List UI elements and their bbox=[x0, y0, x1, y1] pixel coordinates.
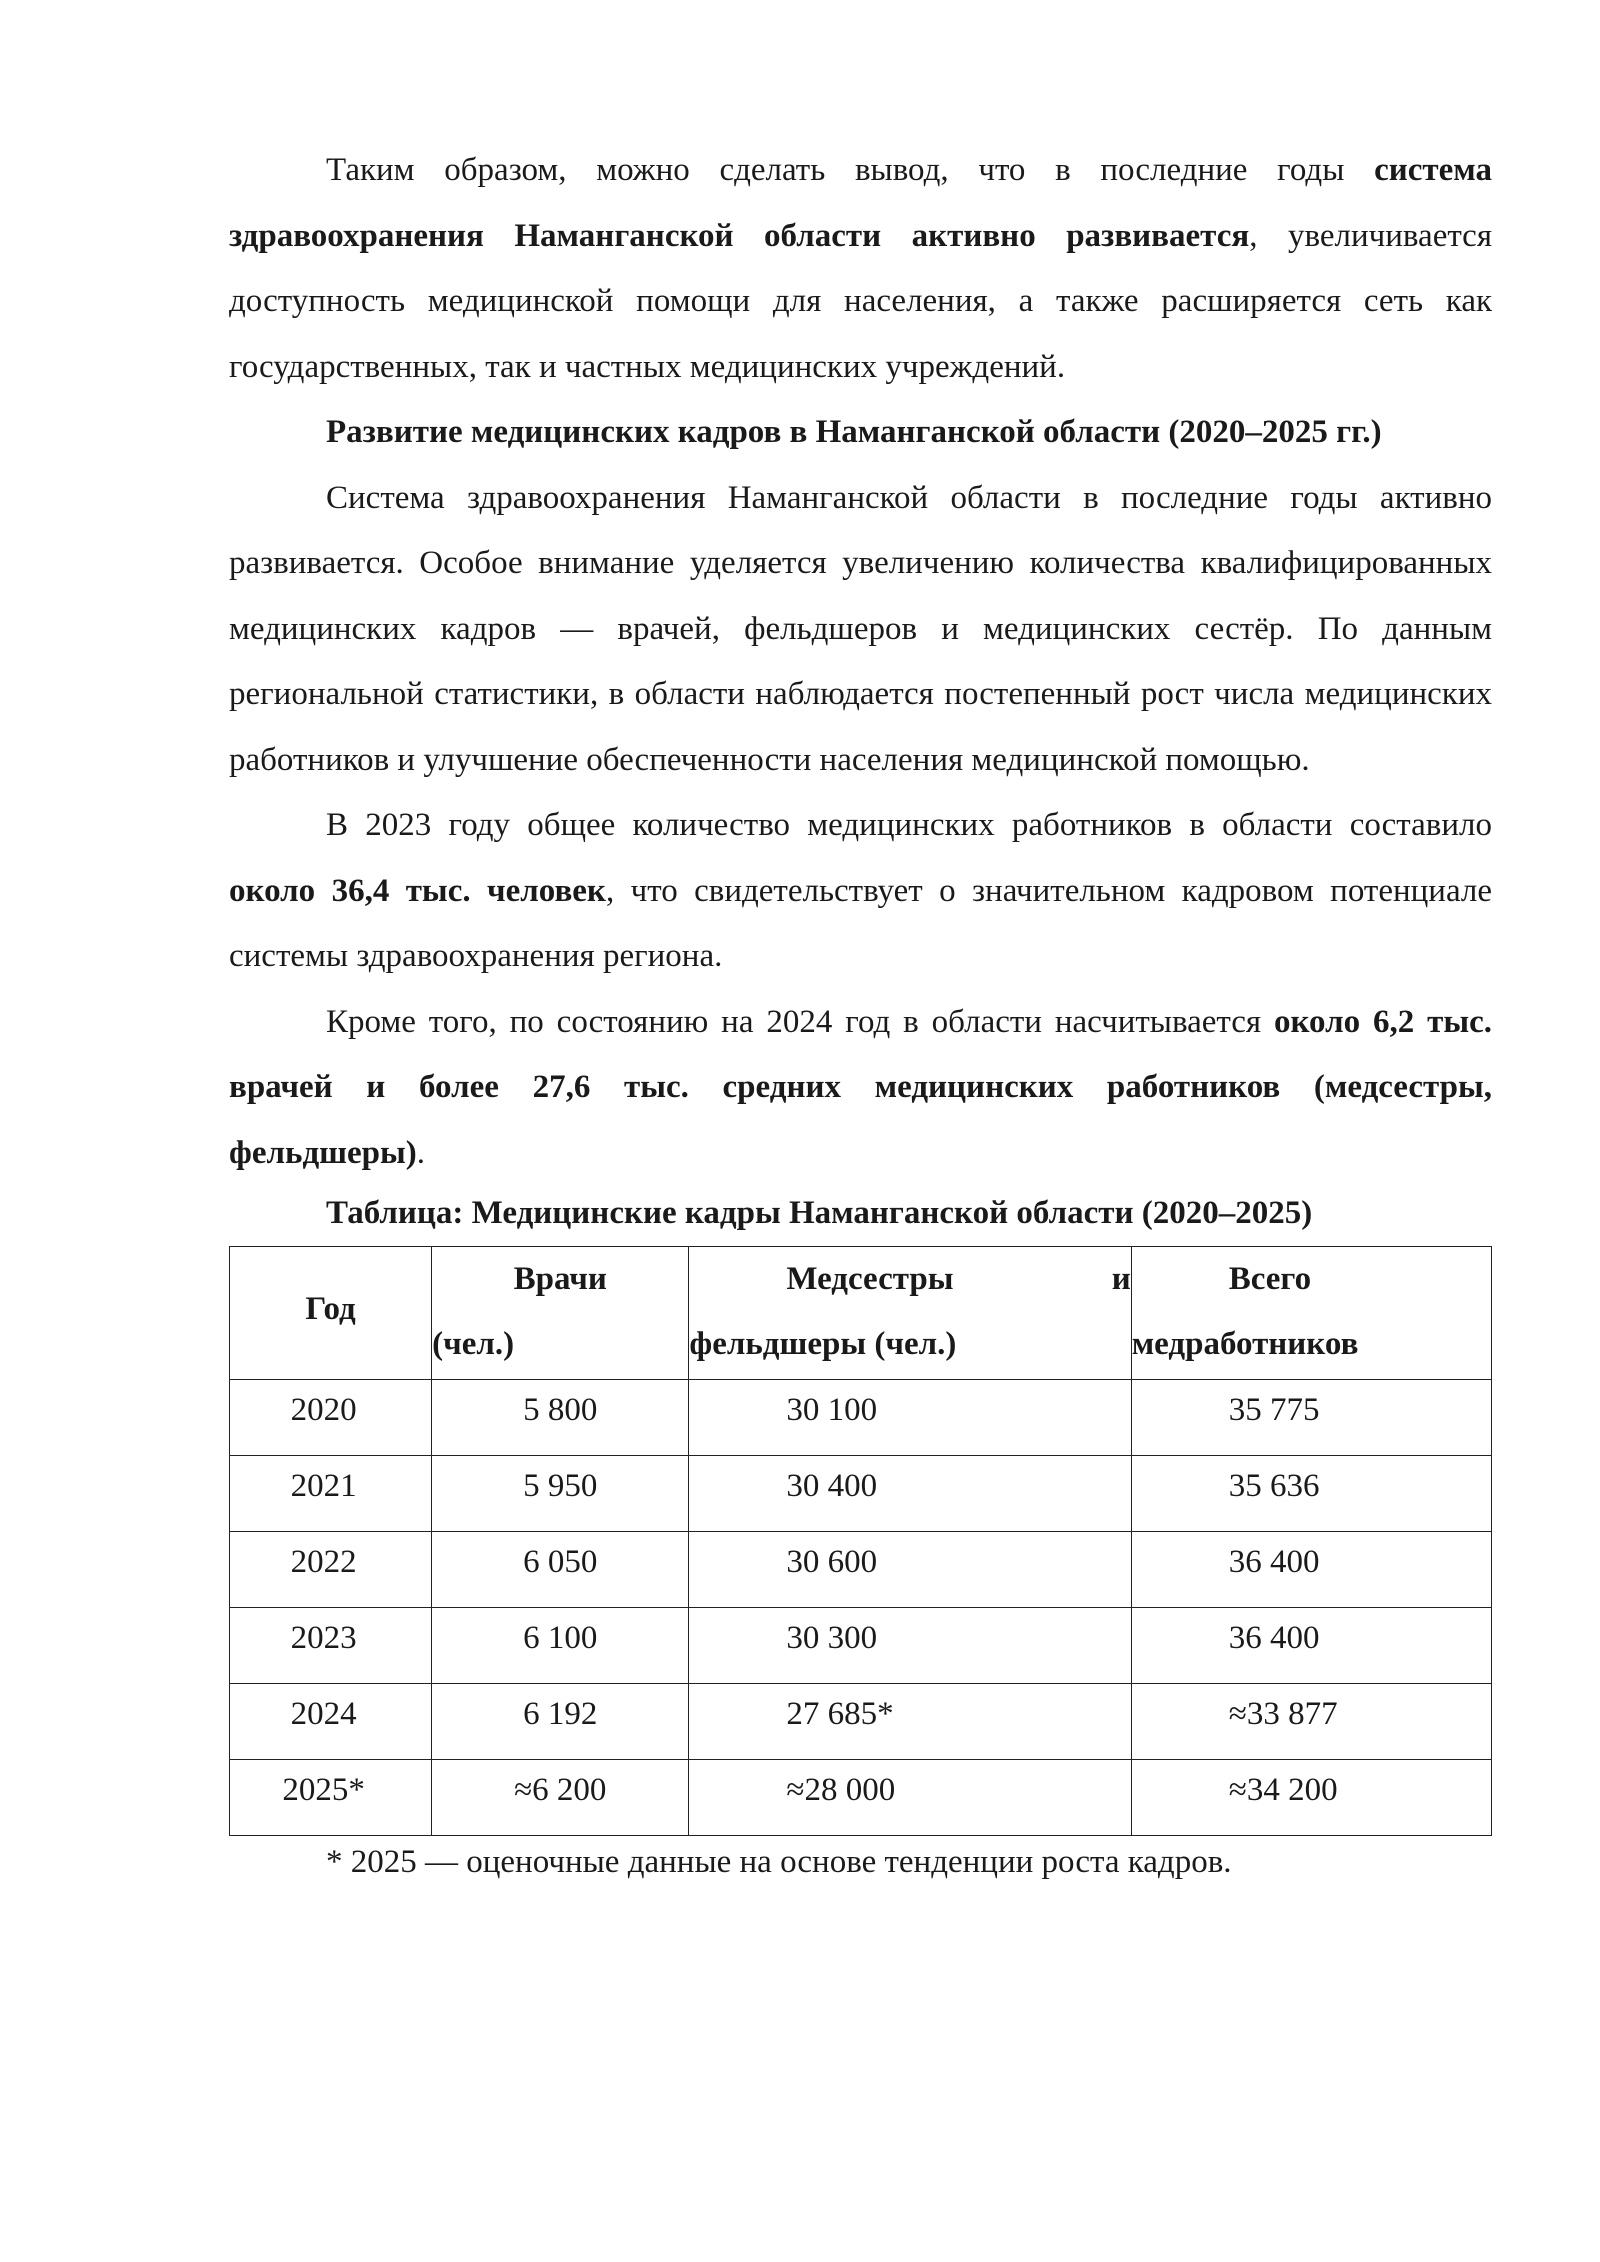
header-nurses-and: и bbox=[1111, 1261, 1131, 1297]
cell-doctors: ≈6 200 bbox=[432, 1760, 689, 1836]
section-heading: Развитие медицинских кадров в Наманганской области (2020–2025 гг.) bbox=[326, 414, 1382, 450]
header-total bbox=[1131, 1247, 1491, 1380]
cell-nurses: 30 100 bbox=[689, 1380, 1131, 1456]
header-nurses-line1 bbox=[689, 1247, 1130, 1312]
table-row bbox=[230, 1532, 1492, 1608]
paragraph-bold-text: около 6,2 тыс. врачей и более 27,6 тыс. средних медицинских работников (медсестры, фельдшеры) bbox=[229, 1003, 1492, 1171]
table-footnote: * 2025 — оценочные данные на основе тенденции роста кадров. bbox=[326, 1844, 1232, 1880]
cell-doctors: 6 100 bbox=[432, 1608, 689, 1684]
table-row bbox=[230, 1760, 1492, 1836]
header-doctors-line1: Врачи bbox=[513, 1261, 607, 1297]
paragraph-system: Система здравоохранения Наманганской области в последние годы активно развивается. Особое внимание уделяется увеличению количества квалифицированных медицинских кадров — врачей, фельдшеров и медицинских сестёр. По данным региональной статистики, в области наблюдается постепенный рост числа медицинских работников и улучшение обеспеченности населения медицинской помощью. bbox=[229, 479, 1492, 778]
cell-year: 2021 bbox=[230, 1456, 432, 1532]
header-total-line1: Всего bbox=[1228, 1261, 1312, 1297]
cell-doctors: 5 800 bbox=[432, 1380, 689, 1456]
table-row bbox=[230, 1684, 1492, 1760]
paragraph-bold-text: около 36,4 тыс. человек bbox=[229, 872, 606, 909]
cell-year: 2025* bbox=[230, 1760, 432, 1836]
paragraph-text: В 2023 году общее количество медицинских работников в области составило bbox=[326, 807, 1492, 843]
cell-doctors: 6 192 bbox=[432, 1684, 689, 1760]
cell-nurses: ≈28 000 bbox=[689, 1760, 1131, 1836]
cell-total: 36 400 bbox=[1131, 1608, 1491, 1684]
paragraph-2024 bbox=[229, 990, 1492, 1187]
header-nurses bbox=[689, 1247, 1131, 1380]
header-doctors bbox=[432, 1247, 689, 1380]
header-doctors-line2: (чел.) bbox=[432, 1326, 515, 1362]
cell-year: 2023 bbox=[230, 1608, 432, 1684]
cell-total: ≈33 877 bbox=[1131, 1684, 1491, 1760]
paragraph-text: , увеличивается доступность медицинской помощи для населения, а также расширяется сеть как государственных, так и частных медицинских учреждений. bbox=[229, 217, 1492, 385]
staff-table bbox=[229, 1246, 1492, 1836]
cell-nurses: 30 400 bbox=[689, 1456, 1131, 1532]
document-page bbox=[229, 138, 1492, 1888]
cell-total: 36 400 bbox=[1131, 1532, 1491, 1608]
header-total-line2: медработников bbox=[1131, 1326, 1359, 1362]
paragraph-text: Кроме того, по состоянию на 2024 год в области насчитывается bbox=[326, 1003, 1274, 1040]
cell-year: 2020 bbox=[230, 1380, 432, 1456]
paragraph-conclusion bbox=[229, 138, 1492, 400]
paragraph-text: . bbox=[416, 1134, 426, 1171]
paragraph-2023 bbox=[229, 793, 1492, 990]
paragraph-bold-text: система здравоохранения Наманганской области активно развивается bbox=[229, 152, 1492, 254]
table-row bbox=[230, 1608, 1492, 1684]
header-nurses-line2: фельдшеры (чел.) bbox=[689, 1326, 957, 1362]
cell-doctors: 5 950 bbox=[432, 1456, 689, 1532]
cell-total: 35 775 bbox=[1131, 1380, 1491, 1456]
cell-year: 2024 bbox=[230, 1684, 432, 1760]
table-header-row bbox=[230, 1247, 1492, 1380]
cell-nurses: 30 300 bbox=[689, 1608, 1131, 1684]
table-row bbox=[230, 1456, 1492, 1532]
paragraph-text: Таким образом, можно сделать вывод, что в последние годы bbox=[326, 152, 1375, 188]
cell-year: 2022 bbox=[230, 1532, 432, 1608]
cell-total: ≈34 200 bbox=[1131, 1760, 1491, 1836]
table-caption: Таблица: Медицинские кадры Наманганской области (2020–2025) bbox=[326, 1195, 1313, 1231]
cell-total: 35 636 bbox=[1131, 1456, 1491, 1532]
cell-nurses: 27 685* bbox=[689, 1684, 1131, 1760]
cell-doctors: 6 050 bbox=[432, 1532, 689, 1608]
cell-nurses: 30 600 bbox=[689, 1532, 1131, 1608]
header-year: Год bbox=[230, 1247, 432, 1380]
header-nurses-word: Медсестры bbox=[786, 1261, 954, 1297]
table-row bbox=[230, 1380, 1492, 1456]
paragraph-text: , что свидетельствует о значительном кадровом потенциале системы здравоохранения региона. bbox=[229, 872, 1492, 974]
